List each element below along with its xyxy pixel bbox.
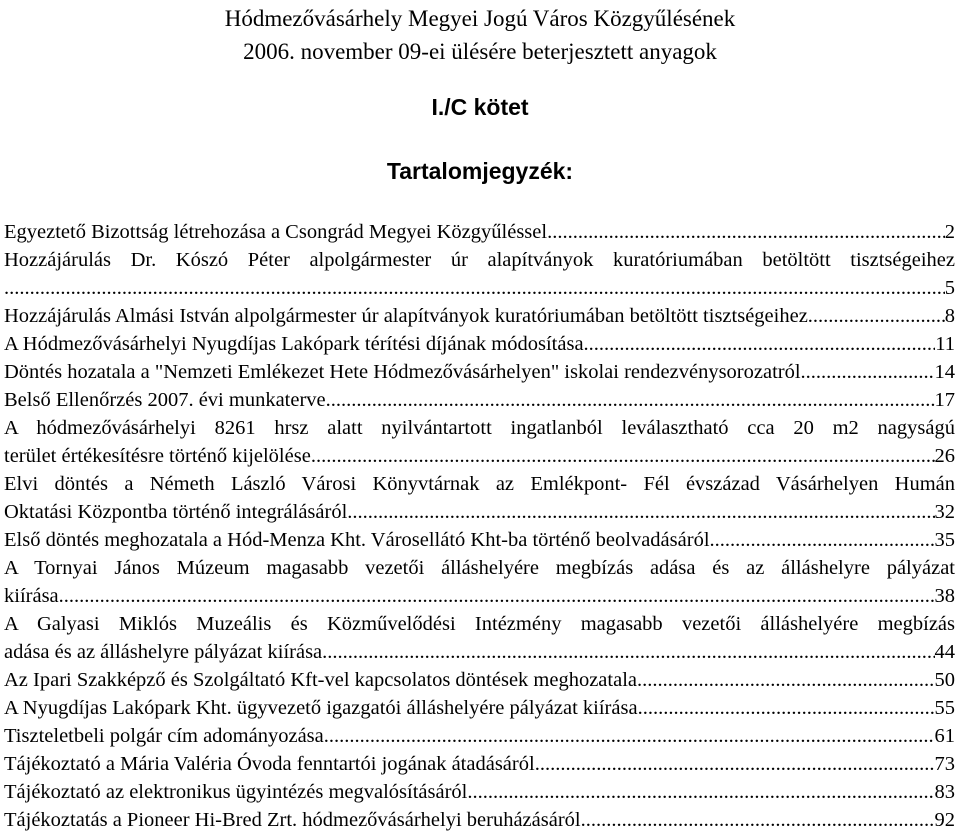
toc-page-number: 11 xyxy=(935,333,955,355)
dot-leader xyxy=(584,330,936,358)
toc-entry-title: A hódmezővásárhelyi 8261 hrsz alatt nyilvántartott ingatlanból leválasztható cca 20 m2 nagyságú xyxy=(4,417,955,439)
toc-page-number: 38 xyxy=(934,585,955,607)
toc-entry xyxy=(4,694,955,722)
toc-page-number: 32 xyxy=(934,501,955,523)
toc-page-number: 5 xyxy=(944,277,955,299)
volume-title: I./C kötet xyxy=(431,94,529,120)
dot-leader xyxy=(710,526,935,554)
toc-page-number: 92 xyxy=(934,809,955,831)
toc-entry xyxy=(4,414,955,470)
document-header xyxy=(0,2,960,68)
dot-leader xyxy=(4,274,945,302)
toc-entry-title: A Tornyai János Múzeum magasabb vezetői álláshelyére megbízás adása és az álláshelyre pályázat xyxy=(4,557,955,579)
toc-page-number: 17 xyxy=(934,389,955,411)
toc-page-number: 73 xyxy=(934,753,955,775)
toc-entry xyxy=(4,246,955,302)
toc-entry-title: A Nyugdíjas Lakópark Kht. ügyvezető igazgatói álláshelyére pályázat kiírása xyxy=(4,697,638,719)
toc-entry-title: terület értékesítésre történő kijelölése xyxy=(4,445,311,467)
header-line-2: 2006. november 09-ei ülésére beterjesztett anyagok xyxy=(243,39,717,64)
toc-page-number: 14 xyxy=(934,361,955,383)
table-of-contents xyxy=(4,218,955,834)
toc-entry-title: Tájékoztató a Mária Valéria Óvoda fenntartói jogának átadásáról xyxy=(4,753,535,775)
toc-entry-title: Tájékoztatás a Pioneer Hi-Bred Zrt. hódmezővásárhelyi beruházásáról xyxy=(4,809,581,831)
dot-leader xyxy=(326,386,935,414)
toc-entry-title: Az Ipari Szakképző és Szolgáltató Kft-vel kapcsolatos döntések meghozatala xyxy=(4,669,637,691)
toc-entry xyxy=(4,666,955,694)
toc-page-number: 35 xyxy=(934,529,955,551)
toc-entry xyxy=(4,470,955,526)
toc-entry-title: Egyeztető Bizottság létrehozása a Csongrád Megyei Közgyűléssel xyxy=(4,221,548,243)
toc-entry xyxy=(4,218,955,246)
dot-leader xyxy=(638,694,935,722)
toc-entry xyxy=(4,750,955,778)
toc-entry xyxy=(4,722,955,750)
dot-leader xyxy=(581,806,935,834)
toc-entry xyxy=(4,526,955,554)
toc-entry-title: Tájékoztató az elektronikus ügyintézés megvalósításáról xyxy=(4,781,468,803)
toc-page-number: 44 xyxy=(934,641,955,663)
toc-entry-title: adása és az álláshelyre pályázat kiírása xyxy=(4,641,323,663)
toc-entry xyxy=(4,358,955,386)
toc-page-number: 61 xyxy=(934,725,955,747)
toc-entry-title: Elvi döntés a Németh László Városi Könyvtárnak az Emlékpont- Fél évszázad Vásárhelyen Humán xyxy=(4,473,955,495)
toc-page-number: 26 xyxy=(934,445,955,467)
toc-entry-title: Hozzájárulás Dr. Kószó Péter alpolgármester úr alapítványok kuratóriumában betöltött tisztségeihez xyxy=(4,249,955,271)
dot-leader xyxy=(59,582,935,610)
dot-leader xyxy=(347,498,934,526)
dot-leader xyxy=(806,358,935,386)
toc-entry xyxy=(4,386,955,414)
toc-entry-title: Döntés hozatala a "Nemzeti Emlékezet Hete Hódmezővásárhelyen" iskolai rendezvénysorozatról. xyxy=(4,361,806,383)
dot-leader xyxy=(311,442,935,470)
dot-leader xyxy=(324,722,935,750)
toc-entry-title: Hozzájárulás Almási István alpolgármester úr alapítványok kuratóriumában betöltött tisztségeihez. xyxy=(4,305,813,327)
toc-entry-title: Tiszteletbeli polgár cím adományozása xyxy=(4,725,324,747)
toc-page-number: 55 xyxy=(934,697,955,719)
toc-page-number: 50 xyxy=(934,669,955,691)
toc-entry-title: A Hódmezővásárhelyi Nyugdíjas Lakópark térítési díjának módosítása xyxy=(4,333,584,355)
dot-leader xyxy=(637,666,935,694)
dot-leader xyxy=(535,750,935,778)
dot-leader xyxy=(813,302,945,330)
toc-page-number: 8 xyxy=(944,305,955,327)
toc-entry xyxy=(4,610,955,666)
header-line-1: Hódmezővásárhely Megyei Jogú Város Közgyűlésének xyxy=(224,6,736,31)
toc-page-number: 83 xyxy=(934,781,955,803)
toc-entry xyxy=(4,302,955,330)
toc-entry-title: Belső Ellenőrzés 2007. évi munkaterve xyxy=(4,389,326,411)
toc-entry xyxy=(4,806,955,834)
toc-entry-title: kiírása xyxy=(4,585,59,607)
toc-title: Tartalomjegyzék: xyxy=(386,158,574,184)
toc-entry-title: Oktatási Központba történő integrálásáról xyxy=(4,501,348,523)
toc-page-number: 2 xyxy=(944,221,955,243)
dot-leader xyxy=(467,778,934,806)
toc-entry xyxy=(4,554,955,610)
dot-leader xyxy=(547,218,945,246)
toc-entry xyxy=(4,330,955,358)
toc-entry xyxy=(4,778,955,806)
toc-entry-title: A Galyasi Miklós Muzeális és Közművelődési Intézmény magasabb vezetői álláshelyére megbízás xyxy=(4,613,955,635)
dot-leader xyxy=(322,638,934,666)
toc-entry-title: Első döntés meghozatala a Hód-Menza Kht. Városellátó Kht-ba történő beolvadásáról xyxy=(4,529,710,551)
